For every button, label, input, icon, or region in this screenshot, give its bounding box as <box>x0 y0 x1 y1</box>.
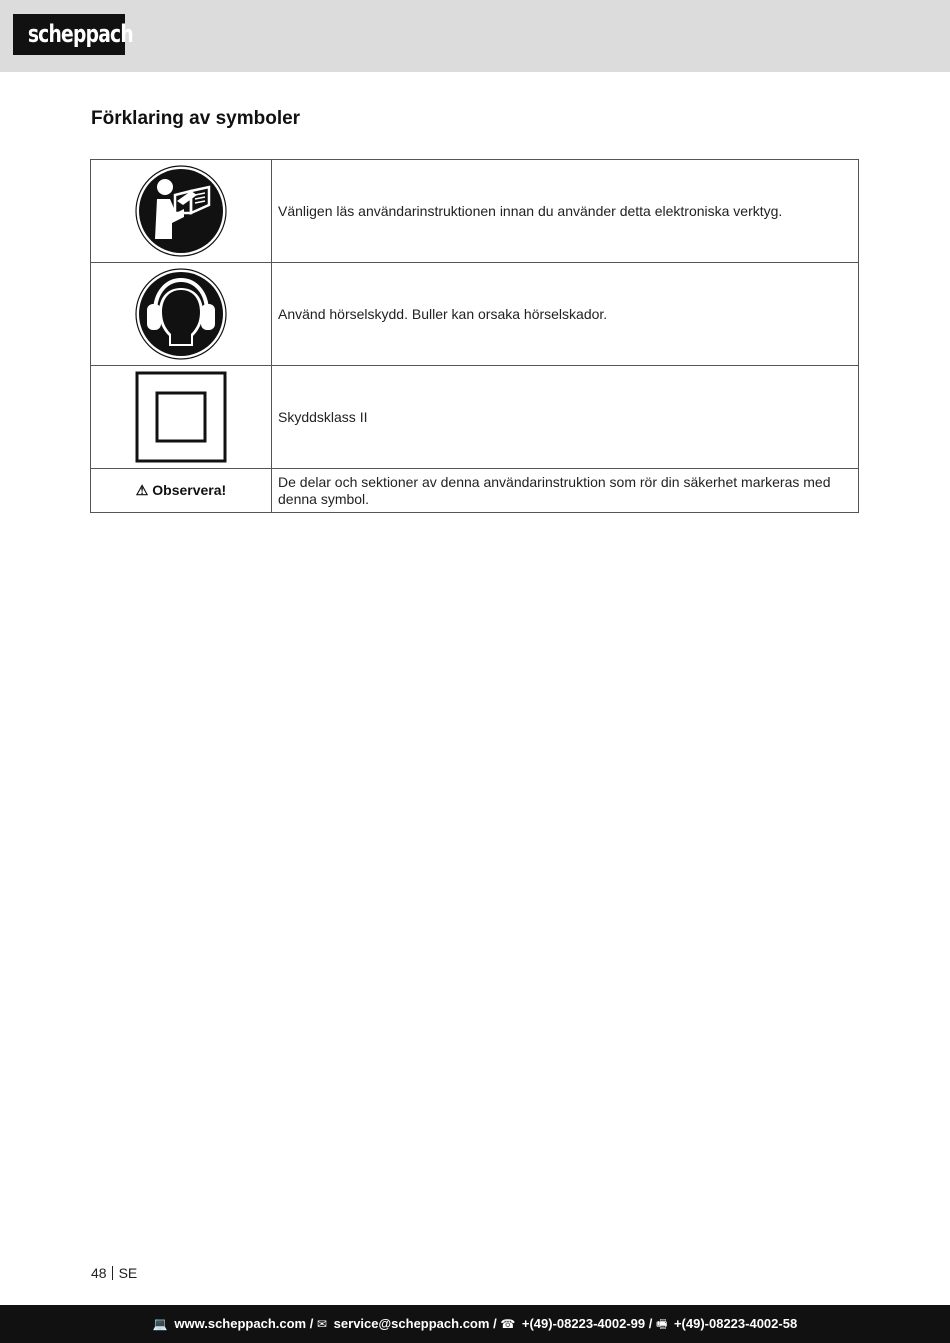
note-cell <box>91 469 272 513</box>
page-title: Förklaring av symboler <box>91 108 301 129</box>
warning-triangle-icon: ⚠ <box>135 482 149 498</box>
fax-icon: 🖷 <box>656 1317 668 1331</box>
symbols-table <box>90 159 859 513</box>
website-link[interactable]: www.scheppach.com <box>174 1316 307 1331</box>
footer-separator: / <box>493 1316 497 1331</box>
symbol-cell <box>91 366 272 469</box>
note-description: De delar och sektioner av denna användarinstruktion som rör din säkerhet markeras med denna symbol. <box>272 469 859 513</box>
page-number-value: 48 <box>91 1265 107 1281</box>
logo-text: scheppach <box>27 20 133 48</box>
symbol-cell <box>91 263 272 366</box>
table-row <box>91 366 859 469</box>
email-link[interactable]: service@scheppach.com <box>333 1316 490 1331</box>
scheppach-logo <box>13 14 133 55</box>
hearing-protection-icon <box>135 268 227 360</box>
page-number-separator <box>112 1266 113 1280</box>
phone-number: +(49)-08223-4002-99 <box>521 1316 646 1331</box>
symbol-description: Vänligen läs användarinstruktionen innan du använder detta elektroniska verktyg. <box>272 160 859 263</box>
footer-bar <box>0 1305 950 1343</box>
fax-number: +(49)-08223-4002-58 <box>673 1316 798 1331</box>
table-row <box>91 263 859 366</box>
email-icon: ✉ <box>316 1317 328 1331</box>
symbol-cell <box>91 160 272 263</box>
table-row <box>91 160 859 263</box>
computer-icon: 💻 <box>152 1317 168 1331</box>
footer-separator: / <box>309 1316 314 1331</box>
symbol-description: Skyddsklass II <box>272 366 859 469</box>
protection-class-ii-icon <box>135 371 227 463</box>
page-number <box>91 1265 137 1281</box>
language-code: SE <box>118 1265 138 1281</box>
phone-icon: ☎ <box>500 1317 516 1331</box>
symbol-description: Använd hörselskydd. Buller kan orsaka hörselskador. <box>272 263 859 366</box>
note-label: Observera! <box>152 482 227 498</box>
header-bar <box>0 0 950 72</box>
footer-separator: / <box>648 1316 653 1331</box>
table-row <box>91 469 859 513</box>
read-manual-icon <box>135 165 227 257</box>
